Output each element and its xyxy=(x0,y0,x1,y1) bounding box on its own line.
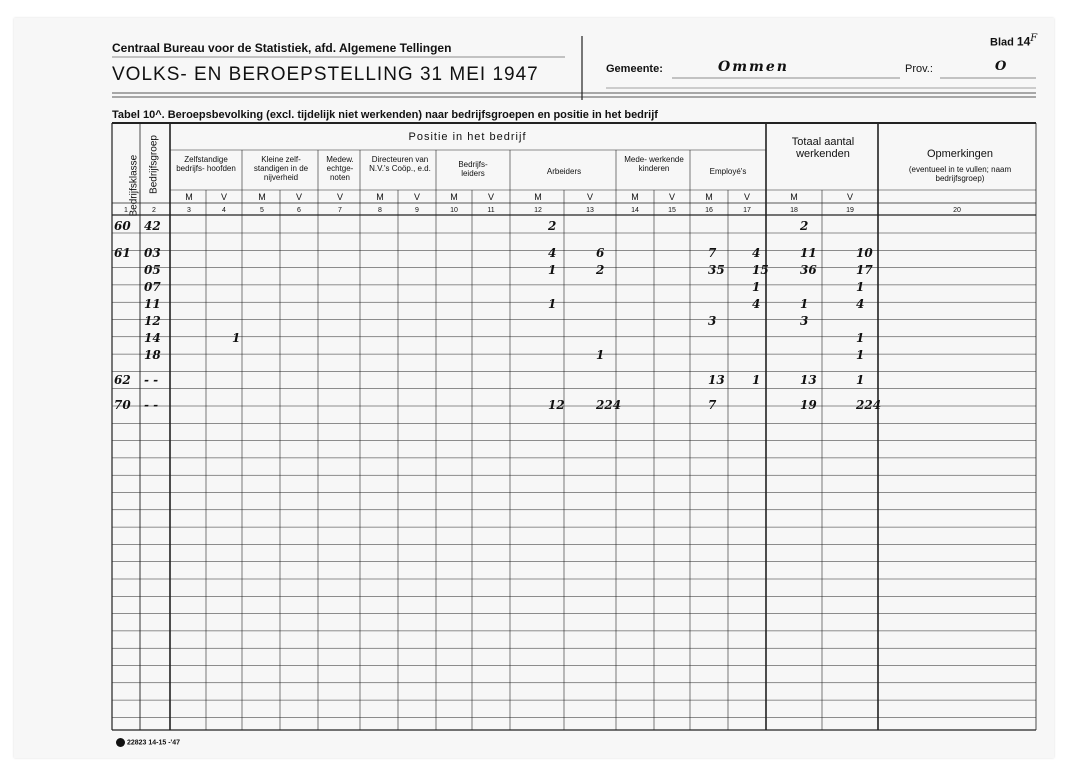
col-number: 4 xyxy=(222,207,226,214)
row-arbeiders-v: 1 xyxy=(596,348,605,362)
row-totaal-v: 1 xyxy=(856,373,865,387)
row-arbeiders-m: 1 xyxy=(548,297,557,311)
col-header-leiders: Bedrijfs- leiders xyxy=(458,160,488,178)
blad-suffix: F xyxy=(1030,33,1038,44)
row-bedrijfsgroep: 07 xyxy=(144,280,161,294)
printer-logo-icon xyxy=(116,738,125,747)
row-arbeiders-v: 224 xyxy=(596,398,622,412)
row-kleine-m: 1 xyxy=(232,331,241,345)
row-bedrijfsgroep: 11 xyxy=(144,297,161,311)
bureau-line: Centraal Bureau voor de Statistiek, afd. Algemene Tellingen xyxy=(112,41,452,55)
col-header-opmerkingen-sub: (eventueel in te vullen; naam bedrijfsgroep) xyxy=(908,165,1012,183)
row-employes-v: 4 xyxy=(752,297,761,311)
row-totaal-v: 1 xyxy=(856,348,865,362)
col-header-kleine: Kleine zelf- standigen in de nijverheid xyxy=(253,155,309,182)
row-bedrijfsklasse: 61 xyxy=(114,246,131,260)
row-totaal-m: 36 xyxy=(800,263,817,277)
gemeente-label: Gemeente: xyxy=(606,63,663,75)
row-bedrijfsklasse: 62 xyxy=(114,373,131,387)
mv-m: M xyxy=(450,192,458,202)
col-number: 19 xyxy=(846,207,854,214)
col-number: 2 xyxy=(152,207,156,214)
col-number: 5 xyxy=(260,207,264,214)
row-bedrijfsklasse: 60 xyxy=(114,219,131,233)
row-totaal-m: 11 xyxy=(800,246,817,260)
prov-value: O xyxy=(995,59,1007,74)
mv-v: V xyxy=(413,192,420,202)
row-arbeiders-v: 2 xyxy=(596,263,605,277)
mv-v: V xyxy=(220,192,227,202)
prov-label: Prov.: xyxy=(905,63,933,75)
row-bedrijfsgroep: 14 xyxy=(144,331,161,345)
row-arbeiders-m: 1 xyxy=(548,263,557,277)
row-arbeiders-m: 2 xyxy=(548,219,557,233)
mv-v: V xyxy=(743,192,750,202)
mv-m: M xyxy=(790,192,798,202)
row-bedrijfsgroep: - - xyxy=(144,398,159,412)
mv-v: V xyxy=(846,192,853,202)
row-totaal-m: 19 xyxy=(800,398,817,412)
row-totaal-v: 1 xyxy=(856,331,865,345)
mv-v: V xyxy=(586,192,593,202)
mv-m: M xyxy=(376,192,384,202)
table-title: Tabel 10^. Beroepsbevolking (excl. tijdelijk niet werkenden) naar bedrijfsgroepen en positie in het bedrijf xyxy=(112,109,658,121)
row-bedrijfsklasse: 70 xyxy=(114,398,131,412)
row-bedrijfsgroep: 18 xyxy=(144,348,161,362)
mv-m: M xyxy=(258,192,266,202)
col-number: 10 xyxy=(450,207,458,214)
mv-m: M xyxy=(631,192,639,202)
col-header-directeuren: Directeuren van N.V.'s Coöp., e.d. xyxy=(369,155,431,173)
col-header-totaal: Totaal aantal werkenden xyxy=(791,136,855,160)
row-arbeiders-m: 4 xyxy=(548,246,557,260)
row-employes-m: 35 xyxy=(708,263,725,277)
row-employes-m: 7 xyxy=(708,246,717,260)
blad-label: Blad xyxy=(990,36,1014,49)
col-number: 20 xyxy=(953,207,961,214)
col-number: 14 xyxy=(631,207,639,214)
row-totaal-m: 2 xyxy=(800,219,809,233)
col-number: 7 xyxy=(338,207,342,214)
form-title: VOLKS- EN BEROEPSTELLING 31 MEI 1947 xyxy=(112,64,539,85)
row-totaal-m: 13 xyxy=(800,373,817,387)
row-bedrijfsgroep: - - xyxy=(144,373,159,387)
mv-m: M xyxy=(705,192,713,202)
row-bedrijfsgroep: 03 xyxy=(144,246,161,260)
row-totaal-m: 3 xyxy=(800,314,809,328)
row-bedrijfsgroep: 05 xyxy=(144,263,161,277)
col-header-medewerkende: Mede- werkende kinderen xyxy=(624,155,684,173)
col-header-zelfstandige: Zelfstandige bedrijfs- hoofden xyxy=(176,155,236,173)
col-header-medew: Medew. echtge- noten xyxy=(326,155,354,182)
row-totaal-v: 224 xyxy=(856,398,882,412)
footer-code: 22823 14-15 -'47 xyxy=(116,738,180,747)
col-number: 1 xyxy=(124,207,128,214)
col-number: 8 xyxy=(378,207,382,214)
col-number: 16 xyxy=(705,207,713,214)
row-employes-m: 7 xyxy=(708,398,717,412)
row-employes-v: 4 xyxy=(752,246,761,260)
row-bedrijfsgroep: 12 xyxy=(144,314,161,328)
col-header-employes: Employé's xyxy=(709,167,747,176)
col-header-positie: Positie in het bedrijf xyxy=(408,131,527,143)
col-number: 9 xyxy=(415,207,419,214)
row-bedrijfsgroep: 42 xyxy=(144,219,161,233)
blad-value: 14 xyxy=(1016,34,1031,49)
row-employes-v: 15 xyxy=(752,263,769,277)
col-number: 13 xyxy=(586,207,594,214)
col-header-bedrijfsgroep: Bedrijfsgroep xyxy=(148,135,160,194)
row-employes-m: 3 xyxy=(708,314,717,328)
mv-v: V xyxy=(668,192,675,202)
col-number: 15 xyxy=(668,207,676,214)
col-number: 17 xyxy=(743,207,751,214)
col-header-opmerkingen: Opmerkingen xyxy=(926,148,994,160)
col-header-arbeiders: Arbeiders xyxy=(546,167,582,176)
mv-m: M xyxy=(534,192,542,202)
mv-m: M xyxy=(185,192,193,202)
col-number: 3 xyxy=(187,207,191,214)
col-number: 18 xyxy=(790,207,798,214)
row-totaal-v: 17 xyxy=(856,263,873,277)
row-totaal-v: 4 xyxy=(856,297,865,311)
row-arbeiders-m: 12 xyxy=(548,398,565,412)
row-employes-v: 1 xyxy=(752,373,761,387)
row-employes-v: 1 xyxy=(752,280,761,294)
col-header-bedrijfsklasse: Bedrijfsklasse xyxy=(128,154,140,217)
mv-v: V xyxy=(295,192,302,202)
col-number: 11 xyxy=(487,207,495,214)
col-number: 6 xyxy=(297,207,301,214)
gemeente-value: Ommen xyxy=(718,59,789,75)
row-totaal-m: 1 xyxy=(800,297,809,311)
row-arbeiders-v: 6 xyxy=(596,246,605,260)
col-number: 12 xyxy=(534,207,542,214)
mv-v: V xyxy=(487,192,494,202)
row-totaal-v: 10 xyxy=(856,246,873,260)
mv-v: V xyxy=(336,192,343,202)
row-employes-m: 13 xyxy=(708,373,725,387)
row-totaal-v: 1 xyxy=(856,280,865,294)
